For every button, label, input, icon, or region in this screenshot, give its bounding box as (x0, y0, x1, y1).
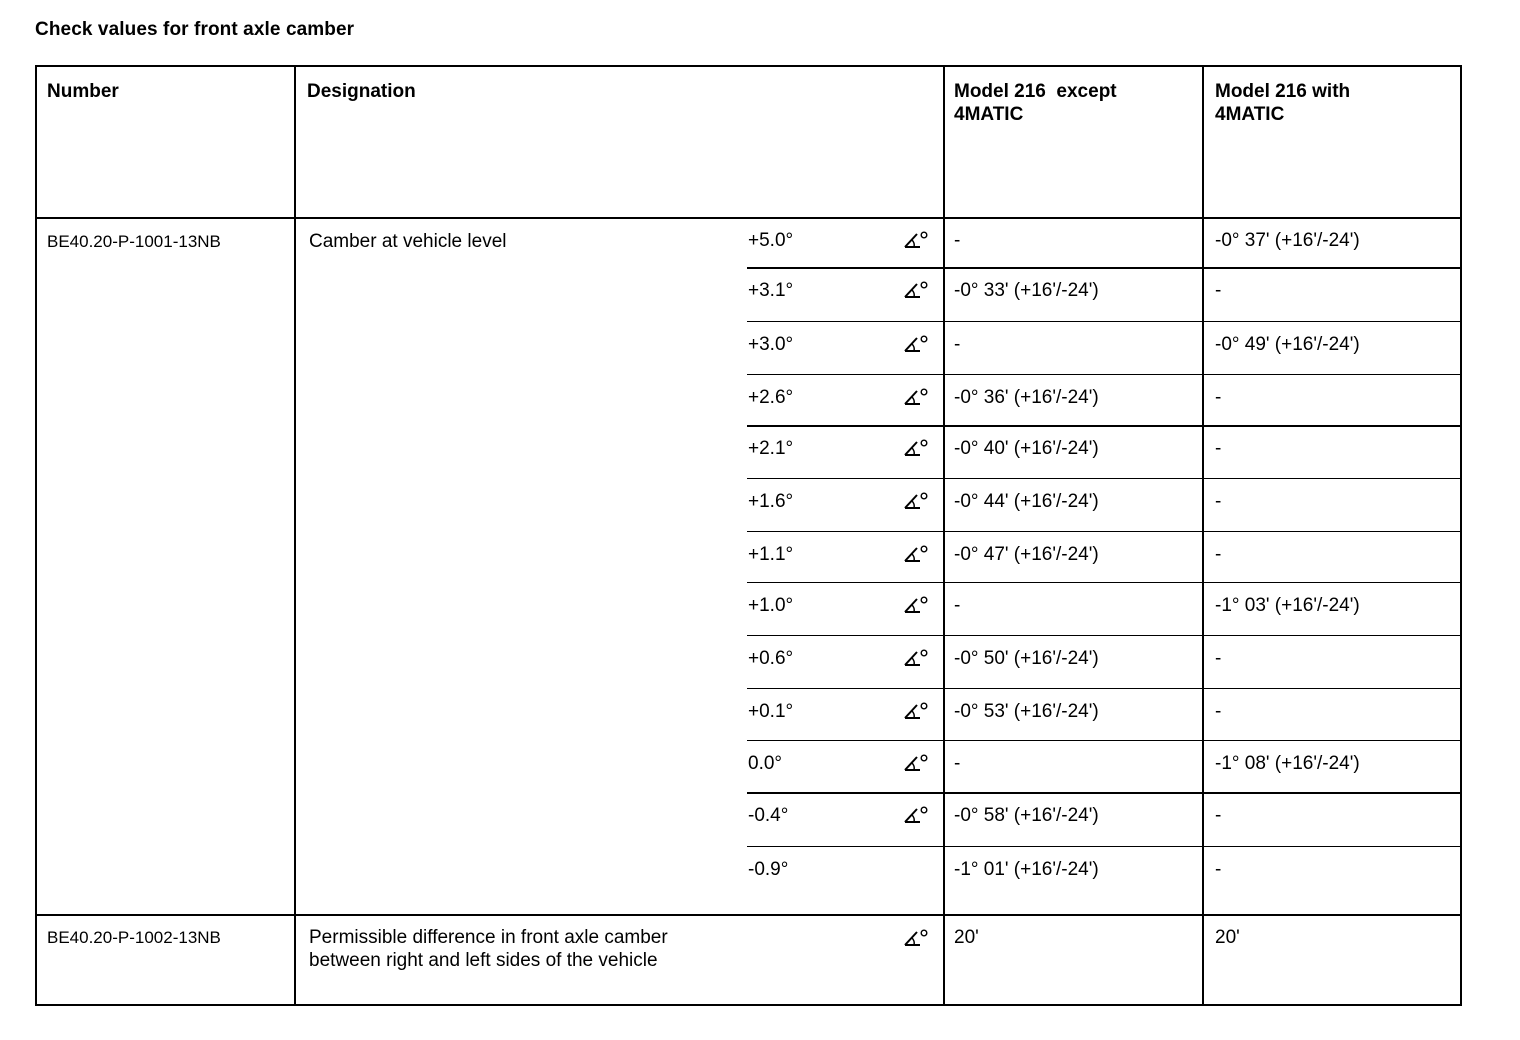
angle-degree-icon (903, 648, 929, 668)
subrow-divider (747, 688, 1460, 689)
row2-designation (309, 926, 668, 972)
subrow-divider (747, 425, 1460, 427)
subrow-angle: +3.1° (748, 280, 794, 301)
subrow-divider (747, 740, 1460, 741)
header-model-except-line1: Model 216 except (954, 81, 1117, 102)
subrow-divider (747, 267, 1460, 269)
subrow-value-except: -1° 01' (+16'/-24') (954, 859, 1099, 880)
subrow-value-except: - (954, 595, 961, 616)
row2-designation-line1: Permissible difference in front axle camber (309, 927, 668, 948)
angle-degree-icon (903, 928, 929, 948)
angle-degree-icon (903, 805, 929, 825)
angle-degree-icon (903, 438, 929, 458)
subrow-value-with: - (1215, 648, 1222, 669)
subrow-angle: +1.1° (748, 544, 794, 565)
angle-degree-icon (903, 491, 929, 511)
subrow-angle: +0.6° (748, 648, 794, 669)
angle-degree-icon (903, 544, 929, 564)
page-title: Check values for front axle camber (35, 19, 355, 40)
angle-degree-icon (903, 595, 929, 615)
row2-value-except: 20' (954, 927, 979, 948)
header-divider (37, 217, 1460, 219)
angle-degree-icon (903, 387, 929, 407)
subrow-value-except: - (954, 230, 961, 251)
header-number: Number (47, 81, 119, 102)
row2-value-with: 20' (1215, 927, 1240, 948)
col-divider-1 (294, 67, 296, 1004)
subrow-angle: -0.4° (748, 805, 789, 826)
subrow-value-with: -1° 03' (+16'/-24') (1215, 595, 1360, 616)
subrow-value-except: -0° 36' (+16'/-24') (954, 387, 1099, 408)
angle-degree-icon (903, 334, 929, 354)
row-divider (37, 914, 1460, 916)
col-divider-2 (943, 67, 945, 1004)
subrow-value-with: - (1215, 491, 1222, 512)
row2-designation-line2: between right and left sides of the vehicle (309, 950, 658, 971)
subrow-angle: -0.9° (748, 859, 789, 880)
subrow-divider (747, 846, 1460, 847)
subrow-value-with: - (1215, 544, 1222, 565)
subrow-value-except: -0° 53' (+16'/-24') (954, 701, 1099, 722)
subrow-value-except: - (954, 753, 961, 774)
subrow-value-with: - (1215, 859, 1222, 880)
header-model-with (1215, 80, 1350, 126)
subrow-value-with: -1° 08' (+16'/-24') (1215, 753, 1360, 774)
subrow-angle: +1.6° (748, 491, 794, 512)
subrow-value-except: -0° 40' (+16'/-24') (954, 438, 1099, 459)
subrow-value-with: - (1215, 280, 1222, 301)
subrow-value-with: -0° 49' (+16'/-24') (1215, 334, 1360, 355)
subrow-value-with: - (1215, 438, 1222, 459)
subrow-angle: 0.0° (748, 753, 783, 774)
subrow-value-with: - (1215, 805, 1222, 826)
subrow-value-with: - (1215, 387, 1222, 408)
header-model-with-line1: Model 216 with (1215, 81, 1351, 102)
angle-degree-icon (903, 280, 929, 300)
subrow-value-except: -0° 47' (+16'/-24') (954, 544, 1099, 565)
subrow-divider (747, 635, 1460, 636)
subrow-value-except: -0° 44' (+16'/-24') (954, 491, 1099, 512)
subrow-value-except: -0° 50' (+16'/-24') (954, 648, 1099, 669)
subrow-value-except: -0° 58' (+16'/-24') (954, 805, 1099, 826)
subrow-angle: +3.0° (748, 334, 794, 355)
header-model-except-line2: 4MATIC (954, 104, 1024, 125)
subrow-angle: +2.1° (748, 438, 794, 459)
camber-table (35, 65, 1462, 1006)
row1-number: BE40.20-P-1001-13NB (47, 232, 221, 251)
subrow-angle: +1.0° (748, 595, 794, 616)
subrow-divider (747, 374, 1460, 375)
subrow-divider (747, 478, 1460, 479)
subrow-angle: +5.0° (748, 230, 794, 251)
col-divider-3 (1202, 67, 1204, 1004)
header-designation: Designation (307, 81, 416, 102)
subrow-angle: +2.6° (748, 387, 794, 408)
header-model-with-line2: 4MATIC (1215, 104, 1285, 125)
subrow-divider (747, 582, 1460, 583)
row1-designation: Camber at vehicle level (309, 231, 507, 252)
angle-degree-icon (903, 701, 929, 721)
subrow-value-with: -0° 37' (+16'/-24') (1215, 230, 1360, 251)
subrow-divider (747, 531, 1460, 532)
subrow-divider (747, 321, 1460, 322)
angle-degree-icon (903, 753, 929, 773)
header-model-except (954, 80, 1117, 126)
angle-degree-icon (903, 230, 929, 250)
subrow-value-except: - (954, 334, 961, 355)
subrow-value-except: -0° 33' (+16'/-24') (954, 280, 1099, 301)
row2-number: BE40.20-P-1002-13NB (47, 928, 221, 947)
subrow-value-with: - (1215, 701, 1222, 722)
subrow-divider (747, 792, 1460, 794)
subrow-angle: +0.1° (748, 701, 794, 722)
